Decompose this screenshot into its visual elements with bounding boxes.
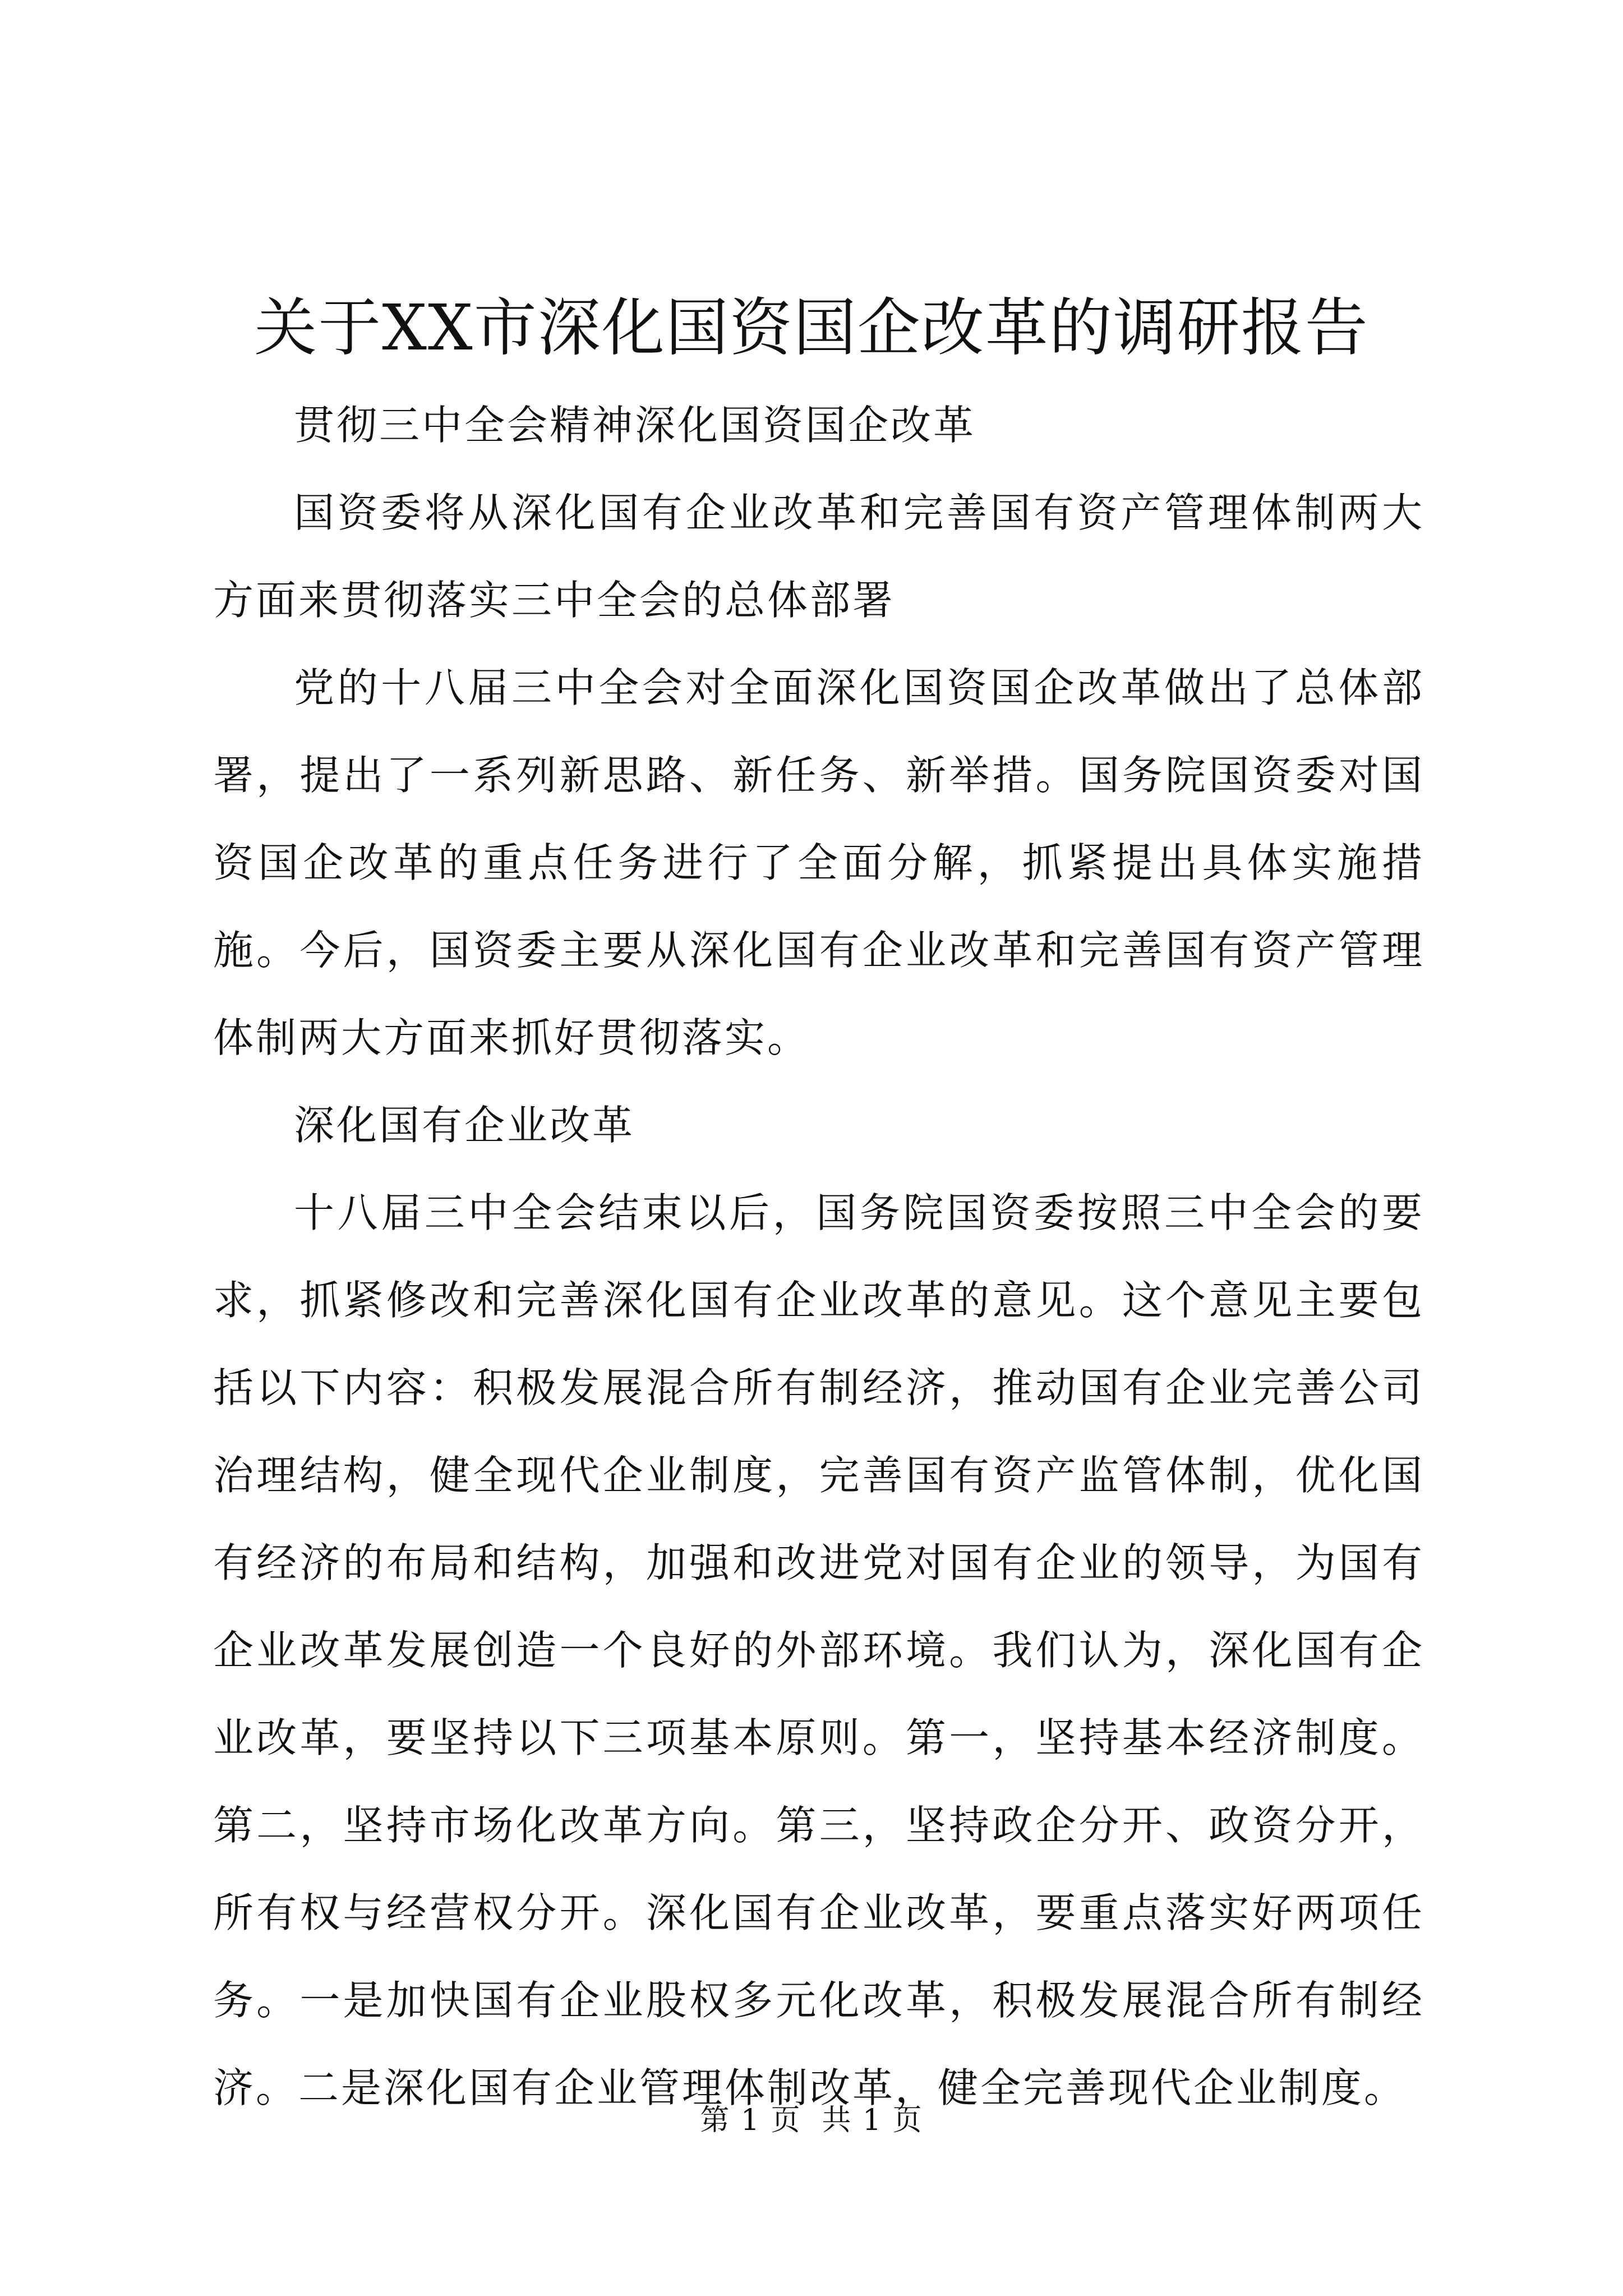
document-title: 关于XX市深化国资国企改革的调研报告: [254, 292, 1369, 365]
paragraph-overview: 党的十八届三中全会对全面深化国资国企改革做出了总体部署，提出了一系列新思路、新任务、新举措。国务院国资委对国资国企改革的重点任务进行了全面分解，抓紧提出具体实施措施。今后，国资委主要从深化国有企业改革和完善国有资产管理体制两大方面来抓好贯彻落实。: [213, 664, 1424, 1061]
document-body: [213, 381, 1424, 2132]
paragraph-reform-details: 十八届三中全会结束以后，国务院国资委按照三中全会的要求，抓紧修改和完善深化国有企业改革的意见。这个意见主要包括以下内容：积极发展混合所有制经济，推动国有企业完善公司治理结构，健全现代企业制度，完善国有资产监管体制，优化国有经济的布局和结构，加强和改进党对国有企业的领导，为国有企业改革发展创造一个良好的外部环境。我们认为，深化国有企业改革，要坚持以下三项基本原则。第一，坚持基本经济制度。第二，坚持市场化改革方向。第三，坚持政企分开、政资分开，所有权与经营权分开。深化国有企业改革，要重点落实好两项任务。一是加快国有企业股权多元化改革，积极发展混合所有制经济。二是深化国有企业管理体制改革，健全完善现代企业制度。: [213, 1189, 1424, 2111]
section-heading: 深化国有企业改革: [294, 1102, 635, 1149]
page-number: 第 1 页 共 1 页: [700, 2104, 923, 2137]
page-footer: [0, 2101, 1623, 2140]
paragraph-summary: 国资委将从深化国有企业改革和完善国有资产管理体制两大方面来贯彻落实三中全会的总体部署: [213, 489, 1424, 624]
paragraph-subtitle: 贯彻三中全会精神深化国资国企改革: [294, 402, 976, 449]
